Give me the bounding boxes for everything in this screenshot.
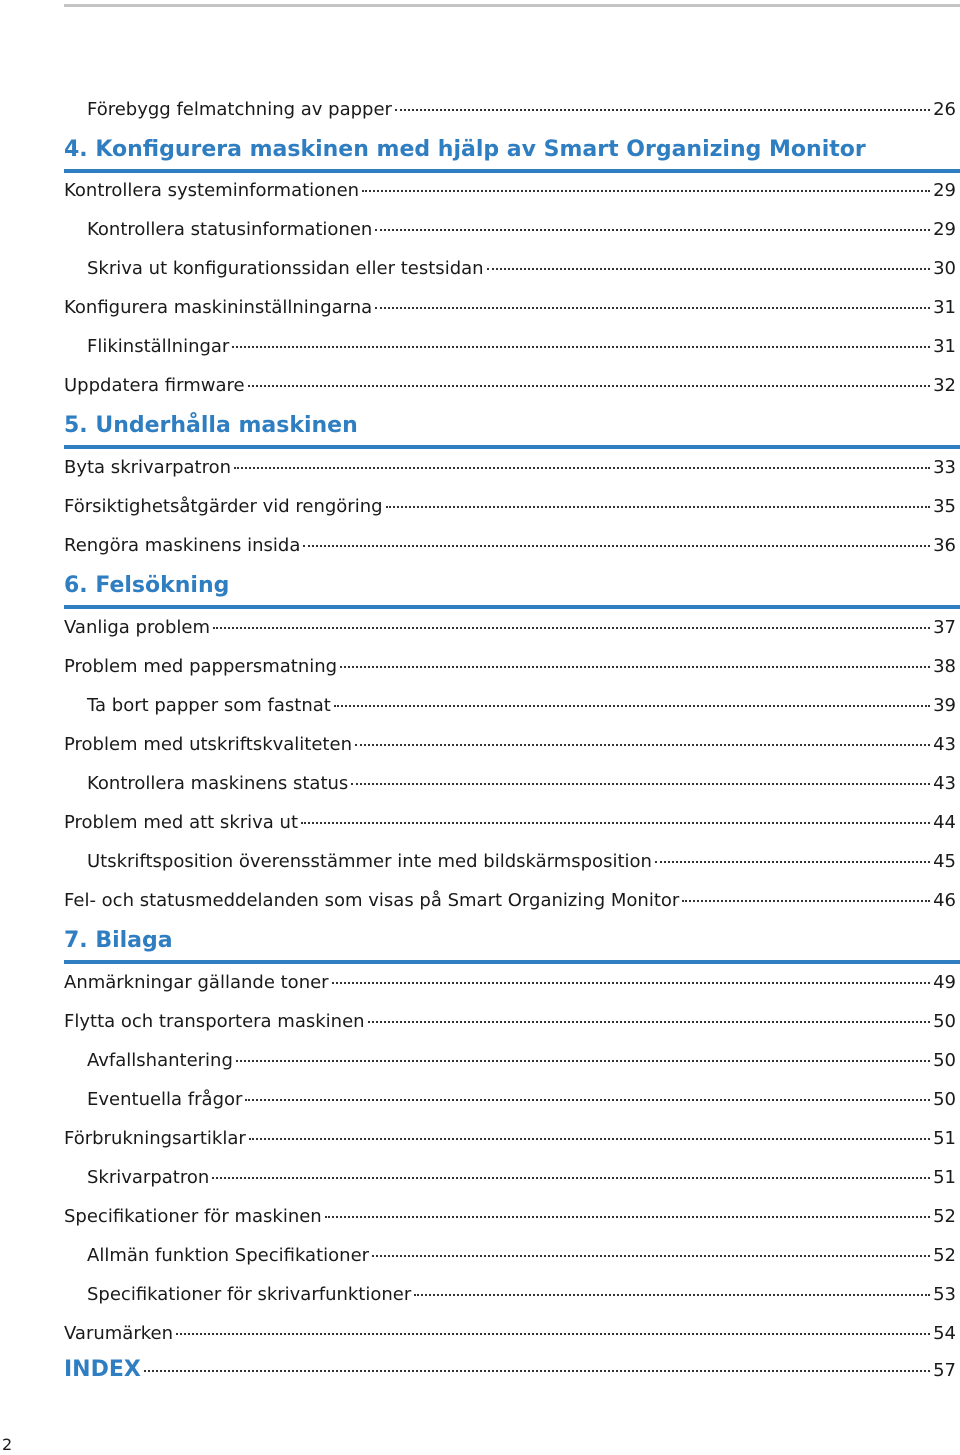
dot-leader — [144, 1370, 930, 1372]
chapter-rule — [64, 169, 960, 173]
toc-entry-konfigurera-maskininstallningarna[interactable] — [0, 297, 956, 319]
toc-entry-label: Kontrollera maskinens status — [87, 773, 349, 794]
toc-entry-page: 35 — [933, 496, 956, 517]
toc-entry-label: Fel- och statusmeddelanden som visas på Smart Organizing Monitor — [64, 890, 680, 911]
toc-entry-page: 44 — [933, 812, 956, 833]
toc-entry-page: 50 — [933, 1050, 956, 1071]
dot-leader — [372, 1255, 930, 1257]
dot-leader — [386, 506, 931, 508]
toc-entry-label: Eventuella frågor — [87, 1089, 243, 1110]
toc-entry-skrivarpatron[interactable] — [0, 1167, 956, 1189]
toc-entry-label: Specifikationer för skrivarfunktioner — [87, 1284, 412, 1305]
toc-entry-label: Problem med pappersmatning — [64, 656, 338, 677]
toc-entry-label: Rengöra maskinens insida — [64, 535, 301, 556]
toc-entry-label: Förbrukningsartiklar — [64, 1128, 246, 1149]
dot-leader — [212, 1177, 930, 1179]
dot-leader — [232, 346, 930, 348]
dot-leader — [655, 861, 930, 863]
toc-entry-label: Skriva ut konfigurationssidan eller testsidan — [87, 258, 484, 279]
top-rule — [64, 4, 960, 7]
dot-leader — [375, 307, 930, 309]
toc-entry-page: 39 — [933, 695, 956, 716]
toc-entry-page: 31 — [933, 297, 956, 318]
toc-entry-page: 50 — [933, 1011, 956, 1032]
toc-entry-flytta-och-transportera-maskinen[interactable] — [0, 1011, 956, 1033]
chapter-rule — [64, 605, 960, 609]
toc-entry-label: Flytta och transportera maskinen — [64, 1011, 365, 1032]
page-number: 2 — [2, 1435, 13, 1454]
toc-entry-specifikationer-for-maskinen[interactable] — [0, 1206, 956, 1228]
dot-leader — [395, 109, 930, 111]
toc-entry-label: Utskriftsposition överensstämmer inte med bildskärmsposition — [87, 851, 652, 872]
toc-entry-label: Allmän funktion Specifikationer — [87, 1245, 370, 1266]
toc-entry-page: 43 — [933, 773, 956, 794]
toc-entry-utskriftsposition-overensstammer-inte-me[interactable] — [0, 851, 956, 873]
toc-entry-page: 54 — [933, 1323, 956, 1344]
toc-entry-ta-bort-papper-som-fastnat[interactable] — [0, 695, 956, 717]
toc-entry-label: Konfigurera maskininställningarna — [64, 297, 373, 318]
toc-entry-label: Uppdatera firmware — [64, 375, 245, 396]
chapter-heading: 4. Konfigurera maskinen med hjälp av Smart Organizing Monitor — [64, 137, 866, 162]
dot-leader — [234, 467, 930, 469]
toc-entry-label: Kontrollera systeminformationen — [64, 180, 360, 201]
dot-leader — [487, 268, 931, 270]
dot-leader — [176, 1333, 930, 1335]
dot-leader — [362, 190, 930, 192]
toc-entry-page: 57 — [933, 1360, 956, 1381]
toc-entry-problem-med-att-skriva-ut[interactable] — [0, 812, 956, 834]
toc-entry-index[interactable] — [0, 1359, 956, 1381]
toc-entry-label: Vanliga problem — [64, 617, 211, 638]
toc-entry-page: 26 — [933, 99, 956, 120]
toc-entry-label: Specifikationer för maskinen — [64, 1206, 322, 1227]
toc-entry-label: INDEX — [64, 1357, 141, 1382]
dot-leader — [414, 1294, 930, 1296]
toc-entry-label: Varumärken — [64, 1323, 173, 1344]
toc-entry-page: 43 — [933, 734, 956, 755]
toc-entry-page: 31 — [933, 336, 956, 357]
chapter-rule — [64, 445, 960, 449]
toc-entry-forbrukningsartiklar[interactable] — [0, 1128, 956, 1150]
toc-entry-page: 52 — [933, 1245, 956, 1266]
dot-leader — [325, 1216, 930, 1218]
toc-entry-eventuella-fragor[interactable] — [0, 1089, 956, 1111]
toc-entry-varumarken[interactable] — [0, 1323, 956, 1345]
toc-entry-label: Skrivarpatron — [87, 1167, 210, 1188]
toc-entry-page: 30 — [933, 258, 956, 279]
toc-entry-page: 37 — [933, 617, 956, 638]
toc-entry-label: Förebygg felmatchning av papper — [87, 99, 392, 120]
toc-entry-page: 29 — [933, 180, 956, 201]
toc-entry-page: 51 — [933, 1167, 956, 1188]
dot-leader — [351, 783, 930, 785]
toc-entry-page: 29 — [933, 219, 956, 240]
chapter-heading: 6. Felsökning — [64, 573, 230, 598]
chapter-heading: 7. Bilaga — [64, 928, 173, 953]
dot-leader — [303, 545, 930, 547]
toc-entry-problem-med-utskriftskvaliteten[interactable] — [0, 734, 956, 756]
toc-entry-page: 45 — [933, 851, 956, 872]
toc-entry-anmarkningar-gallande-toner[interactable] — [0, 972, 956, 994]
chapter-heading: 5. Underhålla maskinen — [64, 413, 358, 438]
toc-entry-page: 50 — [933, 1089, 956, 1110]
dot-leader — [213, 627, 930, 629]
toc-entry-page: 33 — [933, 457, 956, 478]
toc-entry-label: Avfallshantering — [87, 1050, 233, 1071]
toc-entry-label: Kontrollera statusinformationen — [87, 219, 373, 240]
toc-entry-label: Byta skrivarpatron — [64, 457, 232, 478]
toc-entry-page: 53 — [933, 1284, 956, 1305]
dot-leader — [682, 900, 930, 902]
toc-entry-page: 32 — [933, 375, 956, 396]
toc-entry-page: 38 — [933, 656, 956, 677]
dot-leader — [236, 1060, 930, 1062]
toc-entry-problem-med-pappersmatning[interactable] — [0, 656, 956, 678]
toc-entry-page: 52 — [933, 1206, 956, 1227]
dot-leader — [248, 385, 931, 387]
toc-entry-byta-skrivarpatron[interactable] — [0, 457, 956, 479]
toc-entry-label: Problem med utskriftskvaliteten — [64, 734, 352, 755]
dot-leader — [368, 1021, 931, 1023]
dot-leader — [332, 982, 931, 984]
toc-entry-page: 49 — [933, 972, 956, 993]
toc-entry-label: Ta bort papper som fastnat — [87, 695, 331, 716]
toc-entry-kontrollera-systeminformationen[interactable] — [0, 180, 956, 202]
chapter-rule — [64, 960, 960, 964]
dot-leader — [301, 822, 930, 824]
dot-leader — [355, 744, 930, 746]
toc-entry-rengora-maskinens-insida[interactable] — [0, 535, 956, 557]
toc-entry-page: 51 — [933, 1128, 956, 1149]
dot-leader — [340, 666, 930, 668]
toc-entry-flikinstallningar[interactable] — [0, 336, 956, 358]
toc-entry-page: 46 — [933, 890, 956, 911]
dot-leader — [249, 1138, 930, 1140]
toc-entry-forebygg-felmatchning-av-papper[interactable] — [0, 99, 956, 121]
toc-entry-vanliga-problem[interactable] — [0, 617, 956, 639]
dot-leader — [375, 229, 930, 231]
toc-entry-kontrollera-maskinens-status[interactable] — [0, 773, 956, 795]
toc-entry-label: Försiktighetsåtgärder vid rengöring — [64, 496, 383, 517]
toc-entry-avfallshantering[interactable] — [0, 1050, 956, 1072]
toc-entry-fel-och-statusmeddelanden-som-visas-pa-s[interactable] — [0, 890, 956, 912]
dot-leader — [334, 705, 930, 707]
toc-entry-allman-funktion-specifikationer[interactable] — [0, 1245, 956, 1267]
toc-entry-forsiktighetsatgarder-vid-rengoring[interactable] — [0, 496, 956, 518]
toc-entry-specifikationer-for-skrivarfunktioner[interactable] — [0, 1284, 956, 1306]
toc-entry-kontrollera-statusinformationen[interactable] — [0, 219, 956, 241]
toc-entry-skriva-ut-konfigurationssidan-eller-test[interactable] — [0, 258, 956, 280]
toc-entry-uppdatera-firmware[interactable] — [0, 375, 956, 397]
toc-entry-page: 36 — [933, 535, 956, 556]
dot-leader — [245, 1099, 930, 1101]
toc-entry-label: Flikinställningar — [87, 336, 230, 357]
toc-entry-label: Problem med att skriva ut — [64, 812, 299, 833]
toc-entry-label: Anmärkningar gällande toner — [64, 972, 329, 993]
